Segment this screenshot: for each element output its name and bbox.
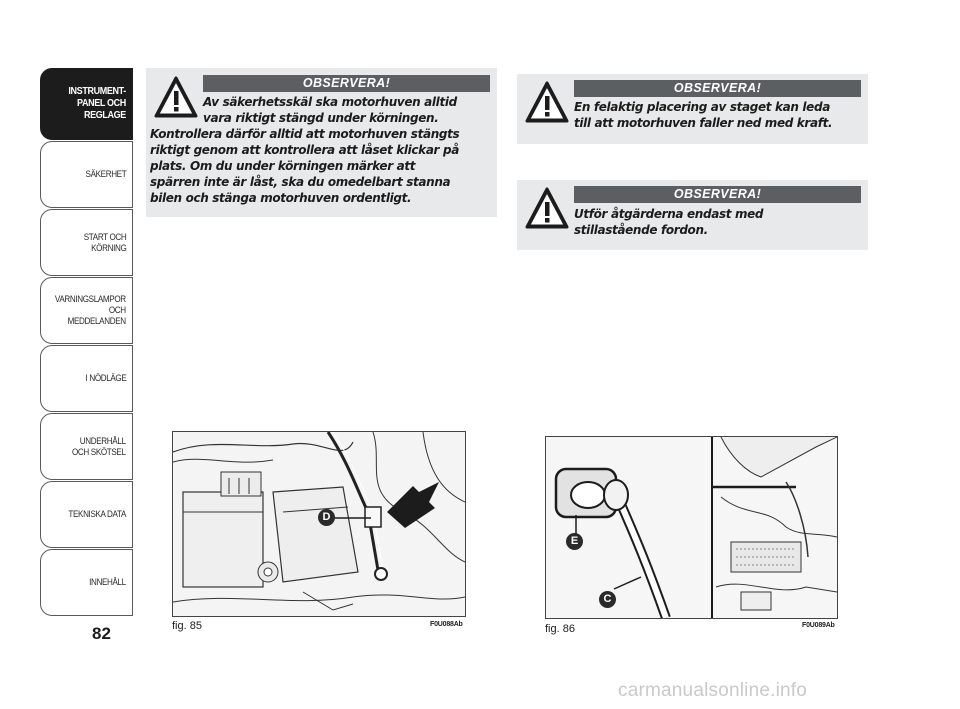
callout-d <box>318 509 335 526</box>
callout-letter: D <box>322 511 331 523</box>
warning-text-line: bilen och stänga motorhuven ordentligt. <box>150 191 412 205</box>
warning-text-line: En felaktig placering av staget kan leda <box>574 100 830 114</box>
engine-bay-illustration <box>173 432 465 616</box>
page-number: 82 <box>92 624 111 643</box>
warning-text-line: Av säkerhetsskäl ska motorhuven alltid <box>203 95 457 109</box>
sidebar-tab-label: INSTRUMENT- PANEL OCH REGLAGE <box>68 86 126 121</box>
warning-box-stationary-vehicle <box>517 180 868 250</box>
figure-85-label: fig. 85 <box>172 620 202 632</box>
sidebar-tab-underhall[interactable] <box>40 413 133 480</box>
figure-85-code: F0U088Ab <box>430 621 463 628</box>
hood-strut-illustration <box>546 437 837 618</box>
warning-text-line: Kontrollera därför alltid att motorhuven stängts <box>150 127 460 141</box>
warning-banner: OBSERVERA! <box>574 80 861 97</box>
sidebar-tab-label: VARNINGSLAMPOR OCH MEDDELANDEN <box>55 294 126 326</box>
warning-text-line: spärren inte är låst, ska du omedelbart stanna <box>150 175 451 189</box>
warning-banner: OBSERVERA! <box>203 75 490 92</box>
warning-text-line: Utför åtgärderna endast med <box>574 207 764 221</box>
callout-letter: E <box>570 535 579 547</box>
warning-box-strut-placement <box>517 74 868 144</box>
warning-box-hood-lock <box>146 68 497 217</box>
watermark: carmanualsonline.info <box>618 680 808 701</box>
warning-text-line: till att motorhuven faller ned med kraft. <box>574 116 833 130</box>
sidebar-tab-label: TEKNISKA DATA <box>68 509 126 519</box>
sidebar-tab-label: I NÖDLÄGE <box>85 373 126 383</box>
sidebar-tab-label: SÄKERHET <box>85 169 126 179</box>
sidebar-tab-tekniska-data[interactable] <box>40 481 133 548</box>
sidebar-tab-innehall[interactable] <box>40 549 133 616</box>
figure-86-code: F0U089Ab <box>802 622 835 629</box>
sidebar-tab-i-nodlage[interactable] <box>40 345 133 412</box>
warning-text-line: vara riktigt stängd under körningen. <box>203 111 439 125</box>
warning-text-line: riktigt genom att kontrollera att låset klickar på <box>150 143 459 157</box>
figure-86-label: fig. 86 <box>545 623 575 635</box>
sidebar-tab-label: UNDERHÅLL OCH SKÖTSEL <box>72 435 126 457</box>
callout-c <box>599 591 616 608</box>
callout-e <box>566 533 583 550</box>
sidebar-tab-label: INNEHÅLL <box>89 577 126 587</box>
sidebar-tab-instrumentpanel[interactable] <box>40 68 133 140</box>
warning-triangle-icon <box>525 81 569 123</box>
sidebar-tab-start-och-korning[interactable] <box>40 209 133 276</box>
sidebar-tab-sakerhet[interactable] <box>40 141 133 208</box>
callout-letter: C <box>603 593 612 605</box>
warning-text-line: plats. Om du under körningen märker att <box>150 159 416 173</box>
figure-85-engine-bay <box>172 431 466 617</box>
warning-text-line: stillastående fordon. <box>574 223 708 237</box>
sidebar-tab-label: START OCH KÖRNING <box>83 231 126 253</box>
figure-86-hood-strut <box>545 436 838 619</box>
warning-triangle-icon <box>525 187 569 229</box>
warning-triangle-icon <box>154 76 198 118</box>
sidebar-tab-varningslampor[interactable] <box>40 277 133 344</box>
warning-banner: OBSERVERA! <box>574 186 861 203</box>
